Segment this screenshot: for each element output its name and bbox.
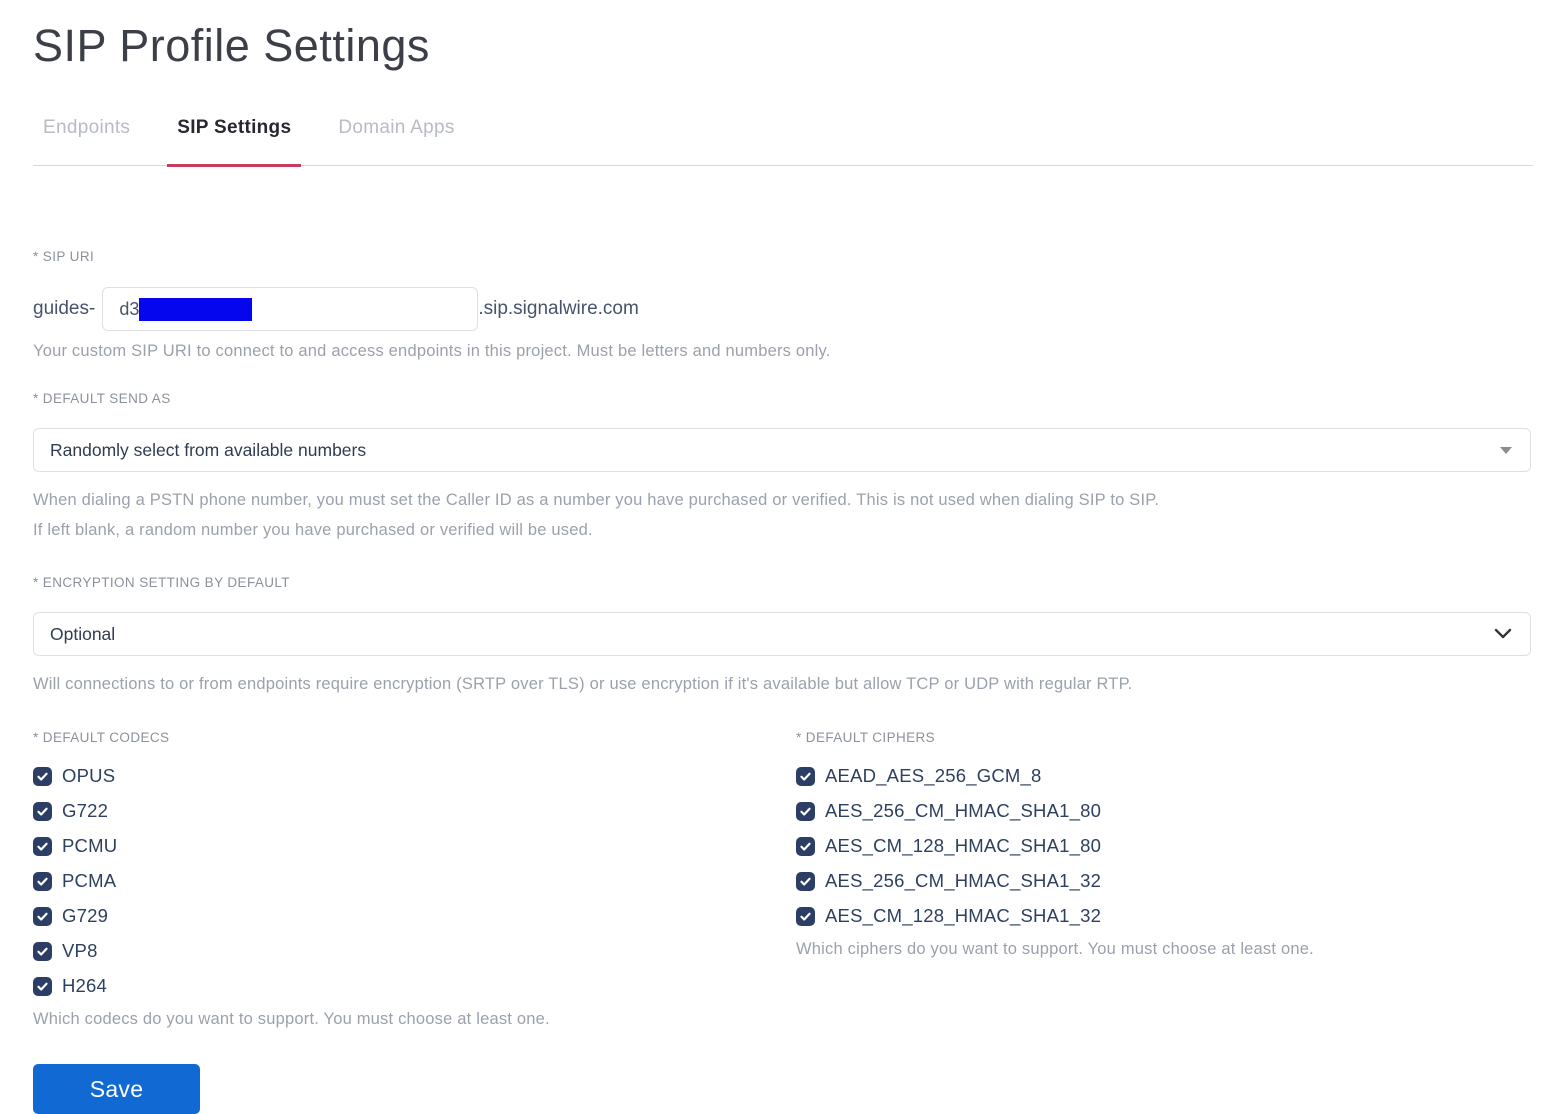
checkbox-label: AES_CM_128_HMAC_SHA1_80: [825, 835, 1102, 856]
default-send-as-value: Randomly select from available numbers: [50, 439, 367, 460]
sip-settings-form: [33, 249, 1533, 1114]
checkbox-label: G729: [62, 905, 109, 926]
ciphers-list: [796, 765, 1533, 927]
cipher-checkbox-aes-256-cm-hmac-sha1-80[interactable]: [796, 800, 1533, 822]
chevron-down-icon: [1494, 628, 1512, 640]
checkbox-checked-icon[interactable]: [33, 977, 52, 996]
encryption-select[interactable]: [33, 612, 1531, 656]
encryption-label: * ENCRYPTION SETTING BY DEFAULT: [33, 575, 290, 590]
checkbox-checked-icon[interactable]: [796, 767, 815, 786]
sip-uri-prefix: guides-: [33, 298, 96, 319]
checkbox-checked-icon[interactable]: [796, 802, 815, 821]
sip-uri-help: Your custom SIP URI to connect to and access endpoints in this project. Must be letters and numbers only.: [33, 342, 831, 360]
checkbox-label: PCMA: [62, 870, 117, 891]
ciphers-help: Which ciphers do you want to support. You must choose at least one.: [796, 940, 1314, 958]
checkbox-checked-icon[interactable]: [33, 907, 52, 926]
checkbox-label: AEAD_AES_256_GCM_8: [825, 765, 1042, 786]
codecs-column: [33, 730, 796, 1114]
codecs-ciphers-columns: [33, 730, 1533, 1114]
tab-endpoints[interactable]: Endpoints: [43, 117, 131, 138]
codecs-list: [33, 765, 796, 997]
codec-checkbox-vp8[interactable]: [33, 940, 796, 962]
codecs-help: Which codecs do you want to support. You must choose at least one.: [33, 1010, 550, 1028]
save-button[interactable]: Save: [33, 1064, 200, 1114]
checkbox-checked-icon[interactable]: [33, 872, 52, 891]
checkbox-label: AES_CM_128_HMAC_SHA1_32: [825, 905, 1102, 926]
sip-uri-label: * SIP URI: [33, 249, 95, 264]
checkbox-label: AES_256_CM_HMAC_SHA1_80: [825, 800, 1102, 821]
redacted-value-block: [139, 298, 252, 321]
default-send-as-help-line2: If left blank, a random number you have purchased or verified will be used.: [33, 521, 593, 539]
codec-checkbox-g722[interactable]: [33, 800, 796, 822]
ciphers-label: * DEFAULT CIPHERS: [796, 730, 936, 745]
checkbox-checked-icon[interactable]: [33, 942, 52, 961]
page-title: SIP Profile Settings: [33, 20, 430, 71]
sip-uri-value: d3: [119, 298, 140, 319]
checkbox-checked-icon[interactable]: [33, 767, 52, 786]
default-send-as-help-line1: When dialing a PSTN phone number, you must set the Caller ID as a number you have purchased or verified. This is not used when dialing SIP to SIP.: [33, 491, 1160, 509]
encryption-value: Optional: [50, 623, 116, 644]
cipher-checkbox-aes-cm-128-hmac-sha1-32[interactable]: [796, 905, 1533, 927]
cipher-checkbox-aead-aes-256-gcm-8[interactable]: [796, 765, 1533, 787]
codecs-label: * DEFAULT CODECS: [33, 730, 170, 745]
codec-checkbox-pcmu[interactable]: [33, 835, 796, 857]
checkbox-label: AES_256_CM_HMAC_SHA1_32: [825, 870, 1102, 891]
tab-bar: [33, 117, 1533, 166]
checkbox-checked-icon[interactable]: [796, 837, 815, 856]
checkbox-label: PCMU: [62, 835, 118, 856]
checkbox-checked-icon[interactable]: [796, 907, 815, 926]
codec-checkbox-h264[interactable]: [33, 975, 796, 997]
checkbox-label: VP8: [62, 940, 98, 961]
default-send-as-select[interactable]: [33, 428, 1531, 472]
sip-uri-input[interactable]: [102, 287, 478, 331]
checkbox-label: H264: [62, 975, 108, 996]
default-send-as-label: * DEFAULT SEND AS: [33, 391, 171, 406]
ciphers-column: [796, 730, 1533, 1114]
encryption-help: Will connections to or from endpoints require encryption (SRTP over TLS) or use encryption if it's available but allow TCP or UDP with regular RTP.: [33, 675, 1133, 693]
tab-domain-apps[interactable]: Domain Apps: [338, 117, 455, 138]
checkbox-checked-icon[interactable]: [33, 802, 52, 821]
checkbox-checked-icon[interactable]: [33, 837, 52, 856]
default-send-as-help: [33, 485, 1533, 545]
checkbox-label: G722: [62, 800, 109, 821]
caret-down-icon: [1500, 447, 1512, 454]
checkbox-checked-icon[interactable]: [796, 872, 815, 891]
tab-sip-settings[interactable]: SIP Settings: [167, 117, 301, 165]
checkbox-label: OPUS: [62, 765, 116, 786]
cipher-checkbox-aes-256-cm-hmac-sha1-32[interactable]: [796, 870, 1533, 892]
sip-uri-row: [33, 287, 1533, 331]
codec-checkbox-pcma[interactable]: [33, 870, 796, 892]
codec-checkbox-g729[interactable]: [33, 905, 796, 927]
cipher-checkbox-aes-cm-128-hmac-sha1-80[interactable]: [796, 835, 1533, 857]
sip-uri-suffix: .sip.signalwire.com: [478, 298, 639, 319]
codec-checkbox-opus[interactable]: [33, 765, 796, 787]
